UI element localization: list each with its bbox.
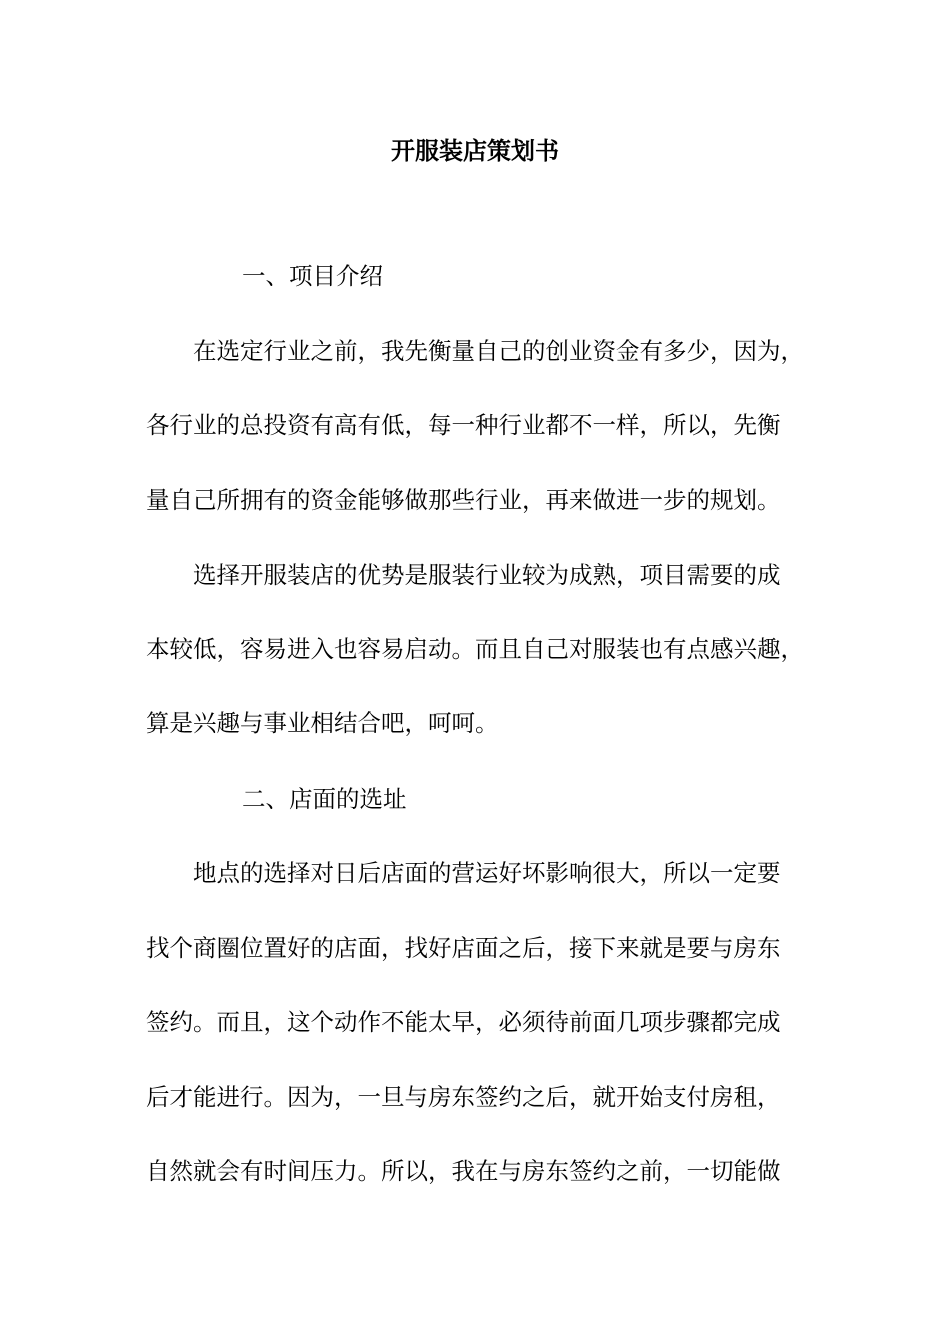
paragraph-2-line-2: 本较低，容易进入也容易启动。而且自己对服装也有点感兴趣， bbox=[146, 635, 804, 663]
paragraph-1-line-1: 在选定行业之前，我先衡量自己的创业资金有多少，因为， bbox=[193, 337, 804, 365]
section-heading-1: 一、项目介绍 bbox=[242, 262, 383, 290]
paragraph-3-line-4: 后才能进行。因为，一旦与房东签约之后，就开始支付房租， bbox=[146, 1083, 781, 1111]
paragraph-1-line-3: 量自己所拥有的资金能够做那些行业，再来做进一步的规划。 bbox=[146, 486, 781, 514]
paragraph-3-line-1: 地点的选择对日后店面的营运好坏影响很大，所以一定要 bbox=[193, 859, 781, 887]
section-heading-2: 二、店面的选址 bbox=[242, 785, 407, 813]
paragraph-1-line-2: 各行业的总投资有高有低，每一种行业都不一样，所以，先衡 bbox=[146, 411, 781, 439]
paragraph-3-line-2: 找个商圈位置好的店面，找好店面之后，接下来就是要与房东 bbox=[146, 934, 781, 962]
document-title: 开服装店策划书 bbox=[391, 136, 559, 165]
paragraph-3-line-5: 自然就会有时间压力。所以，我在与房东签约之前，一切能做 bbox=[146, 1157, 781, 1185]
paragraph-2-line-1: 选择开服装店的优势是服装行业较为成熟，项目需要的成 bbox=[193, 561, 781, 589]
paragraph-3-line-3: 签约。而且，这个动作不能太早，必须待前面几项步骤都完成 bbox=[146, 1008, 781, 1036]
paragraph-2-line-3: 算是兴趣与事业相结合吧，呵呵。 bbox=[146, 709, 499, 737]
